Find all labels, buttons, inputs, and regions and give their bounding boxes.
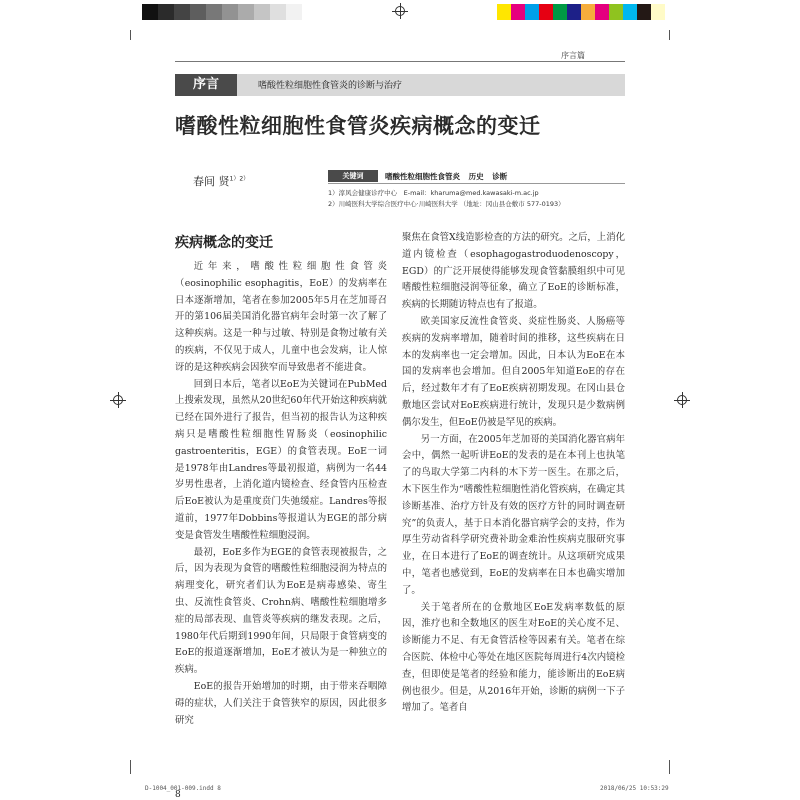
color-swatch [497,4,511,20]
color-swatch [511,4,525,20]
crop-mark [130,760,131,774]
header-rule [175,61,625,62]
keywords-label: 关键词 [328,170,378,182]
paragraph: 关于笔者所在的仓敷地区EoE发病率数低的原因，淮疗也和全数地区的医生对EoE的关心度不足、诊断能力不足、有无食管活检等因素有关。笔者在综合医院、体检中心等处在地区医院每周进行4次内镜检查，但即使是笔者的经验和能力，能诊断出的EoE病例也很少。但是，从2016年开始，诊断的病例一下子增加了。笔者自 [402,601,625,714]
color-swatch-bar [497,4,665,20]
color-swatch [142,4,158,20]
paragraph: 聚焦在食管X线造影检查的方法的研究。之后，上消化道内镜检查（esophagogastroduodenoscopy，EGD）的广泛开展使得能够发现食管黏膜组织中可见嗜酸性粒细胞浸润等征象，确立了EoE的诊断标准，疾病的长期随访特点也有了报道。 [402,232,625,311]
paragraph: 欧美国家反流性食管炎、炎症性肠炎、人肠癌等疾病的发病率增加，随着时间的推移，这些疾病在日本的发病率也一定会增加。因此，日本认为EoE在本国的发病率也会增加。但自2005年知道EoE的存在后，经过数年才有了EoE疾病初期发现。在冈山县仓敷地区尝试对EoE疾病进行统计，发现只是少数病例偶尔发生，但EoE仍被是罕见的疾病。 [402,315,625,428]
author-name [193,173,249,189]
color-swatch [623,4,637,20]
keywords-rule [328,183,625,184]
print-slug-file: D-1004_001-009.indd 8 [145,785,221,792]
print-slug-date: 2018/06/25 10:53:29 [600,785,669,792]
color-swatch [270,4,286,20]
color-swatch [190,4,206,20]
color-swatch [286,4,302,20]
paragraph: 近年来，嗜酸性粒细胞性食管炎（eosinophilic esophagitis，EoE）的发病率在日本逐渐增加，笔者在参加2005年5月在芝加哥召开的第106届美国消化器官病年会时第一次了解了这种疾病。这是一种与过敏、特别是食物过敏有关的疾病，不仅见于成人，儿童中也会发病，让人惊讶的是这种疾病会因狭窄而导致患者不能进食。 [175,261,387,373]
body-column-left [175,259,387,729]
color-swatch [651,4,665,20]
color-swatch [637,4,651,20]
section-heading: 疾病概念的变迁 [175,235,273,251]
color-swatch [174,4,190,20]
paragraph: EoE的报告开始增加的时期，由于带来吞咽障碍的症状，人们关注于食管狭窄的原因，因此很多研究 [175,680,387,726]
color-swatch [539,4,553,20]
registration-mark-top [395,6,405,16]
color-swatch [158,4,174,20]
banner-subtitle: 嗜酸性粒细胞性食管炎的诊断与治疗 [258,81,403,91]
article-title: 嗜酸性粒细胞性食管炎疾病概念的变迁 [175,113,541,138]
paragraph: 另一方面，在2005年芝加哥的美国消化器官病年会中，偶然一起听讲EoE的发表的是在本刊上也执笔了的鸟取大学第二内科的木下芳一医生。在那之后，木下医生作为“嗜酸性粒细胞性消化管疾病，在确定其诊断基准、治疗方针及有效的医疗方针的同时调查研究”的负责人，基于日本消化器官病学会的支持，作为厚生劳动省科学研究费补助金难治性疾病克服研究事业，在日本进行了EoE的调查统计。从这项研究成果中，笔者也感觉到，EoE的发病率在日本也确实增加了。 [402,433,625,596]
body-column-right [402,230,625,717]
color-swatch [567,4,581,20]
crop-mark [130,30,131,40]
color-swatch [609,4,623,20]
author-name-text: 春间 贤 [193,175,230,188]
color-swatch [525,4,539,20]
crop-mark [669,30,670,40]
color-swatch [254,4,270,20]
affiliation-2: 2）川崎医科大学综合医疗中心·川崎医科大学 （地址：冈山县仓敷市 577-0193） [328,200,565,208]
color-swatch [206,4,222,20]
color-swatch [581,4,595,20]
grayscale-swatch-bar [142,4,302,20]
keywords-text: 嗜酸性粒细胞性食管炎 历史 诊断 [385,172,508,181]
color-swatch [222,4,238,20]
preface-label-box: 序言 [175,74,237,96]
color-swatch [238,4,254,20]
paragraph: 回到日本后，笔者以EoE为关键词在PubMed上搜索发现，虽然从20世纪60年代开始这种疾病就已经在国外进行了报告，但当初的报告认为这种疾病只是嗜酸性粒细胞性胃肠炎（eosinophilic gastroenteritis，EGE）的食管表现。EoE一词是1978年由Landres等最初报道，病例为一名44岁男性患者，上消化道内镜检查、经食管内压检查后EoE被认为是重度贲门失弛缓症。Landres等报道前，1977年Dobbins等报道认为EGE的部分病变是食管发生嗜酸性粒细胞浸润。 [175,378,387,541]
paragraph: 最初，EoE多作为EGE的食管表现被报告，之后，因为表现为食管的嗜酸性粒细胞浸润为特点的病理变化，研究者们认为EoE是病毒感染、寄生虫、反流性食管炎、Crohn病、嗜酸性粒细胞增多症的局部表现、血管炎等疾病的继发表现。之后，1980年代后期到1990年间，只局限于食管病变的EoE的报道逐渐增加，EoE才被认为是一种独立的疾病。 [175,546,387,676]
affiliation-1: 1）淳风会健康诊疗中心 E-mail：kharuma@med.kawasaki-m.ac.jp [328,189,539,197]
running-head: 序言篇 [561,51,585,60]
crop-mark [669,760,670,774]
page-number: 8 [175,790,181,800]
registration-mark-right [677,395,687,405]
color-swatch [595,4,609,20]
author-affiliation-mark: 1）2） [229,175,250,183]
color-swatch [553,4,567,20]
registration-mark-left [113,395,123,405]
